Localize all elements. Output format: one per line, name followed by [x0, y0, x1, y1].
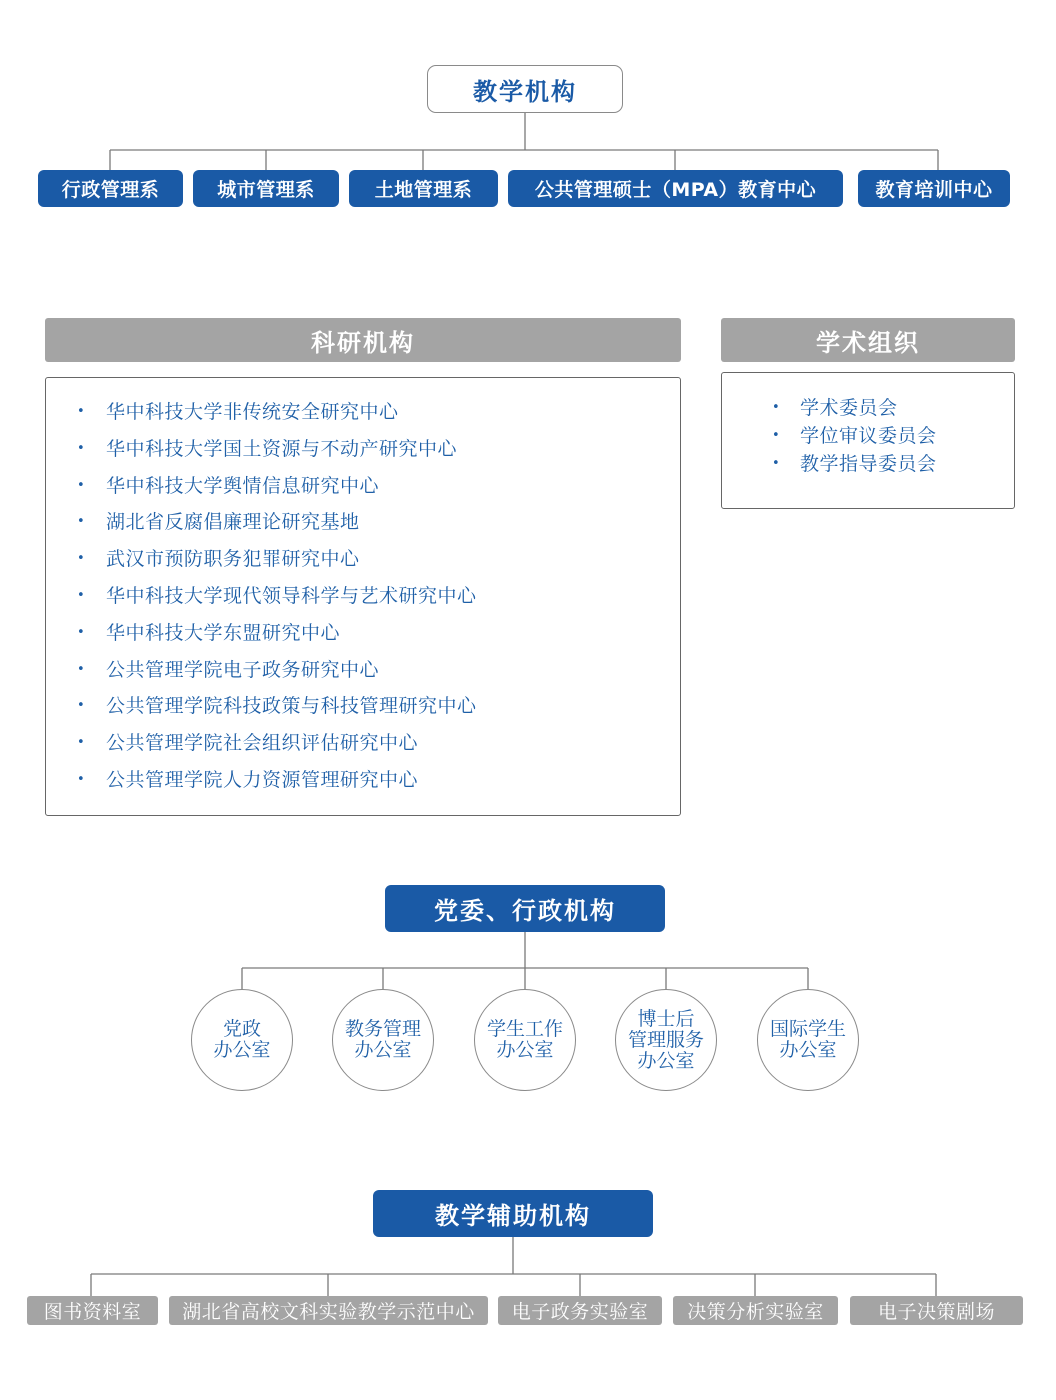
office-circle [615, 989, 717, 1091]
list-item [46, 394, 680, 431]
support-unit-label: 图书资料室 [43, 1301, 142, 1323]
research-item-label: 华中科技大学东盟研究中心 [106, 621, 341, 644]
teaching-unit-label: 土地管理系 [374, 179, 473, 201]
research-item-label: 华中科技大学国土资源与不动产研究中心 [106, 437, 458, 460]
support-unit-label: 湖北省高校文科实验教学示范中心 [182, 1301, 475, 1323]
support-unit-box [498, 1296, 662, 1325]
office-label-line: 党政 [222, 1018, 261, 1040]
bullet-icon [77, 725, 85, 762]
office-label-line: 教务管理 [344, 1018, 421, 1040]
support-unit-box [169, 1296, 488, 1325]
bullet-icon [77, 762, 85, 799]
academic-item-label: 学术委员会 [800, 397, 898, 419]
list-item [46, 541, 680, 578]
office-label-line: 学生工作 [486, 1018, 563, 1040]
bullet-icon [77, 541, 85, 578]
support-unit-label: 决策分析实验室 [687, 1301, 824, 1323]
research-header [45, 318, 681, 362]
support-unit-box [850, 1296, 1023, 1325]
teaching-unit-label: 城市管理系 [217, 179, 315, 201]
office-label-line: 办公室 [637, 1049, 695, 1072]
teaching-unit-label: 教育培训中心 [875, 179, 993, 201]
office-label-line: 办公室 [779, 1039, 837, 1061]
research-panel [45, 377, 681, 816]
support-unit-box [673, 1296, 838, 1325]
research-item-label: 华中科技大学非传统安全研究中心 [106, 401, 399, 423]
list-item [46, 725, 680, 762]
bullet-icon [772, 422, 780, 450]
bullet-icon [772, 450, 780, 478]
research-item-label: 华中科技大学舆情信息研究中心 [106, 474, 380, 497]
research-item-label: 华中科技大学现代领导科学与艺术研究中心 [106, 584, 477, 607]
research-item-label: 公共管理学院科技政策与科技管理研究中心 [106, 695, 477, 718]
academic-item-label: 教学指导委员会 [800, 453, 937, 475]
support-unit-label: 电子政务实验室 [511, 1301, 649, 1323]
bullet-icon [77, 468, 85, 505]
office-circle [757, 989, 859, 1091]
party-admin-box [385, 885, 665, 932]
bullet-icon [77, 688, 85, 725]
party-admin-title: 党委、行政机构 [434, 897, 616, 925]
office-circle [332, 989, 434, 1091]
office-label-line: 博士后 [637, 1007, 695, 1030]
research-item-label: 公共管理学院电子政务研究中心 [106, 658, 380, 681]
academic-list [722, 373, 1014, 478]
teaching-root-box [427, 65, 623, 113]
academic-header [721, 318, 1015, 362]
teaching-connectors [110, 113, 938, 170]
research-list [46, 378, 680, 799]
office-label-line: 办公室 [496, 1039, 554, 1061]
list-item [46, 688, 680, 725]
research-item-label: 公共管理学院人力资源管理研究中心 [106, 768, 419, 791]
list-item [722, 450, 1014, 478]
office-label-line: 办公室 [213, 1039, 271, 1061]
list-item [46, 468, 680, 505]
bullet-icon [77, 394, 85, 431]
teaching-unit-box [38, 170, 183, 207]
academic-item-label: 学位审议委员会 [800, 425, 937, 447]
teaching-unit-box [508, 170, 843, 207]
office-label-line: 管理服务 [627, 1028, 704, 1051]
teaching-unit-box [349, 170, 498, 207]
list-item [46, 762, 680, 799]
list-item [46, 578, 680, 615]
list-item [46, 615, 680, 652]
list-item [722, 422, 1014, 450]
list-item [46, 504, 680, 541]
support-unit-box [27, 1296, 158, 1325]
bullet-icon [77, 578, 85, 615]
list-item [46, 652, 680, 689]
academic-panel [721, 372, 1015, 509]
list-item [722, 394, 1014, 422]
party-admin-connectors [242, 932, 808, 989]
bullet-icon [77, 431, 85, 468]
academic-title: 学术组织 [816, 328, 920, 357]
list-item [46, 431, 680, 468]
research-item-label: 公共管理学院社会组织评估研究中心 [106, 732, 419, 755]
research-title: 科研机构 [311, 328, 415, 357]
office-circle [474, 989, 576, 1091]
teaching-title: 教学机构 [473, 77, 577, 106]
support-unit-label: 电子决策剧场 [877, 1301, 995, 1323]
office-label-line: 国际学生 [769, 1018, 846, 1040]
bullet-icon [772, 394, 780, 422]
office-label-line: 办公室 [354, 1039, 412, 1061]
research-item-label: 武汉市预防职务犯罪研究中心 [106, 548, 360, 571]
teaching-unit-label: 行政管理系 [61, 179, 160, 201]
teaching-support-title: 教学辅助机构 [435, 1202, 591, 1230]
office-circle [191, 989, 293, 1091]
teaching-unit-label: 公共管理硕士（MPA）教育中心 [534, 179, 817, 201]
teaching-support-box [373, 1190, 653, 1237]
bullet-icon [77, 615, 85, 652]
teaching-unit-box [193, 170, 339, 207]
support-connectors [91, 1237, 936, 1296]
research-item-label: 湖北省反腐倡廉理论研究基地 [106, 511, 360, 534]
teaching-unit-box [858, 170, 1010, 207]
bullet-icon [77, 652, 85, 689]
bullet-icon [77, 504, 85, 541]
